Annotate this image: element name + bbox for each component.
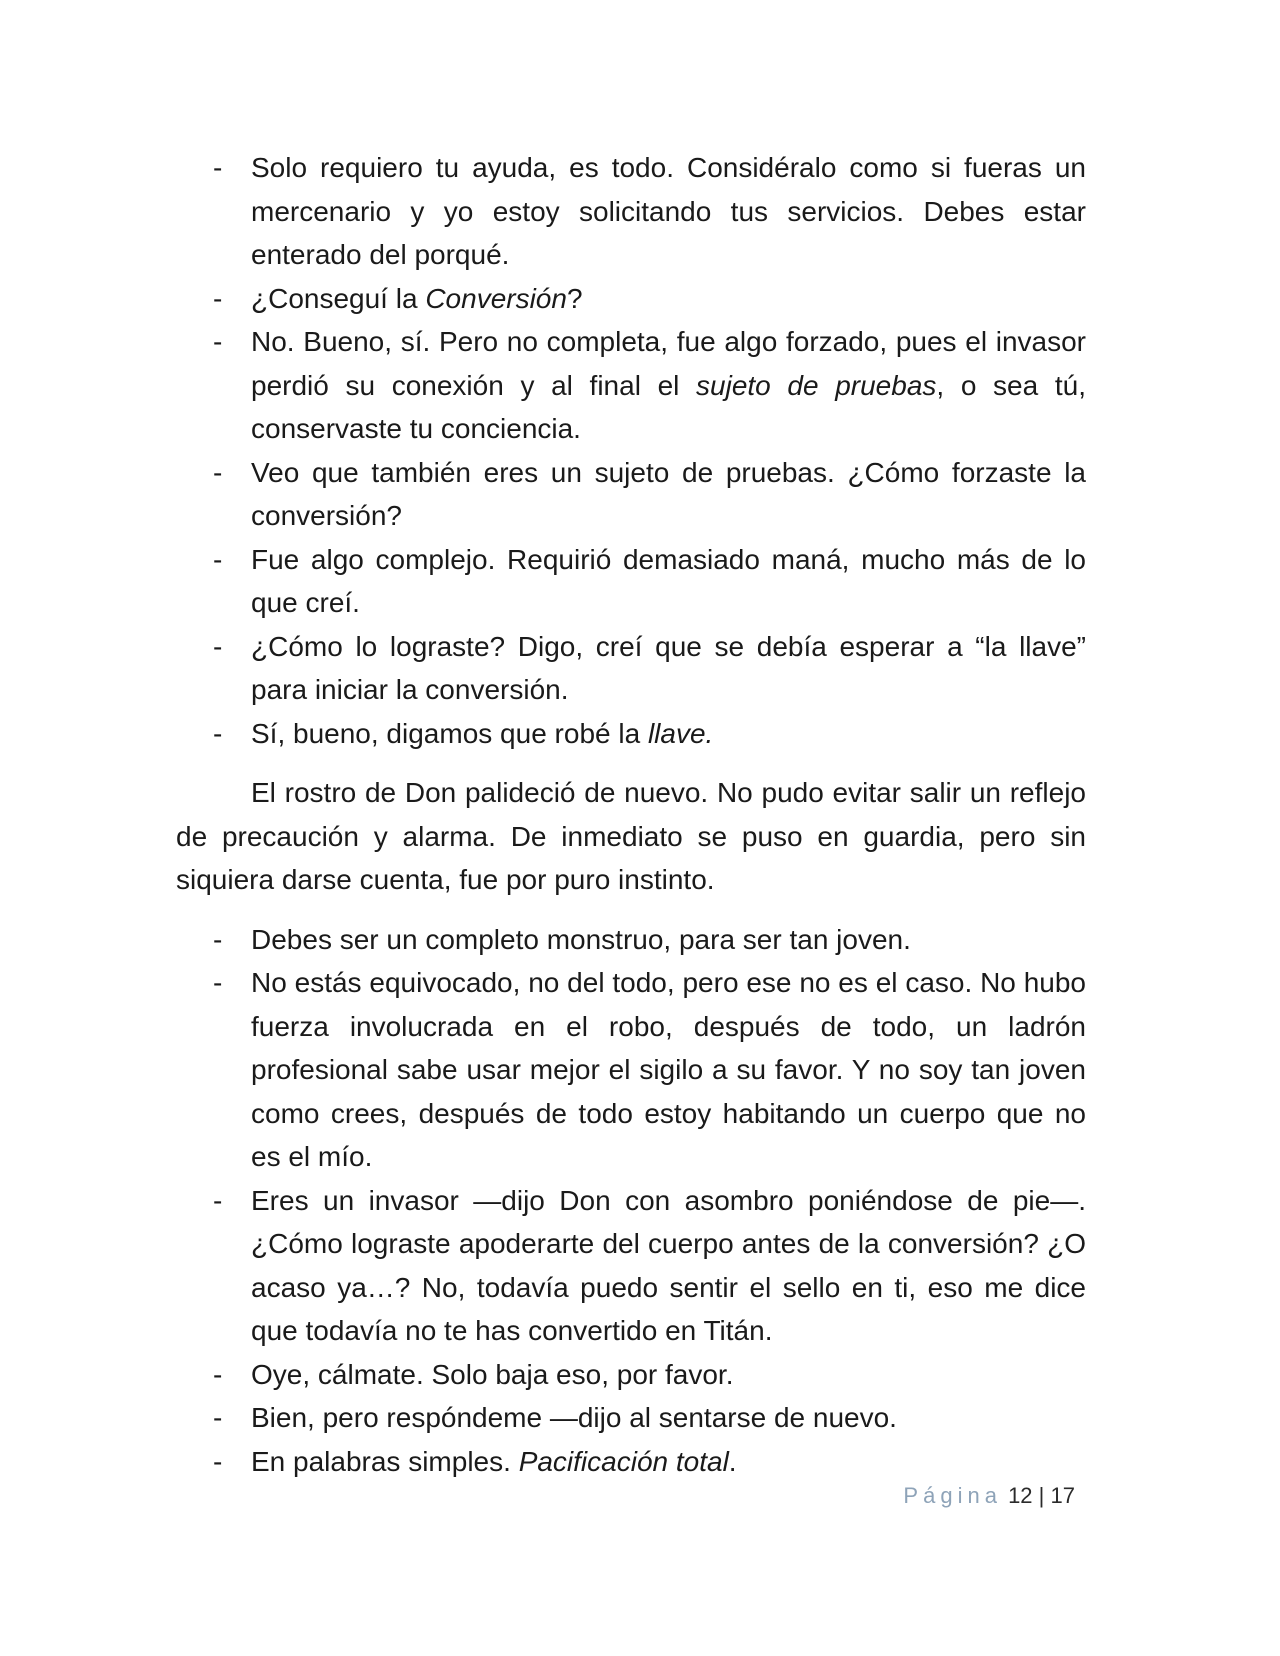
dialogue-line [176,451,1086,538]
dialogue-text: Sí, bueno, digamos que robé la [251,717,648,749]
dialogue-dash: - [213,717,223,749]
dialogue-dash: - [213,326,223,357]
dialogue-line [176,277,1086,321]
dialogue-dash: - [213,1358,223,1390]
dialogue-line [176,712,1086,756]
dialogue-dash: - [213,152,223,183]
italic-text: Pacificación total [518,1445,729,1477]
dialogue-text: Bien, pero respóndeme —dijo al sentarse de nuevo. [251,1402,897,1433]
page-footer [0,1483,1075,1509]
narration-paragraph: El rostro de Don palideció de nuevo. No pudo evitar salir un reflejo de precaución y alarma. De inmediato se puso en guardia, pero sin siquiera darse cuenta, fue por puro instinto. [176,777,1086,895]
dialogue-line [176,1353,1086,1397]
dialogue-text: Oye, cálmate. Solo baja eso, por favor. [251,1358,734,1390]
dialogue-line [176,538,1086,625]
italic-text: llave. [647,717,714,749]
dialogue-text: , o sea tú, conservaste tu conciencia. [251,369,1086,444]
dialogue-text: En palabras simples. [251,1445,519,1477]
italic-text: sujeto de pruebas [696,369,937,401]
page-label: Página [903,1483,1002,1508]
dialogue-line [176,918,1086,962]
dialogue-dash: - [213,1445,223,1477]
dialogue-line [176,320,1086,451]
dialogue-list [176,146,1086,755]
dialogue-text: . [728,1445,737,1477]
dialogue-line [176,961,1086,1179]
page-body [176,146,1086,1483]
dialogue-dash: - [213,456,223,488]
dialogue-dash: - [213,543,223,575]
dialogue-line [176,1396,1086,1440]
dialogue-line [176,1440,1086,1484]
dialogue-text: Solo requiero tu ayuda, es todo. Considéralo como si fueras un mercenario y yo estoy solicitando tus servicios. Debes estar enterado del porqué. [251,152,1086,270]
dialogue-line [176,1179,1086,1353]
dialogue-dash: - [213,967,223,998]
dialogue-dash: - [213,630,223,662]
dialogue-text: Veo que también eres un sujeto de pruebas. ¿Cómo forzaste la conversión? [251,456,1086,531]
dialogue-text: Debes ser un completo monstruo, para ser tan joven. [251,923,911,955]
dialogue-list [176,918,1086,1484]
dialogue-text: Eres un invasor —dijo Don con asombro poniéndose de pie—. ¿Cómo lograste apoderarte del cuerpo antes de la conversión? ¿O acaso ya…? No, todavía puedo sentir el sello en ti, eso me dice que todavía no te has convertido en Titán. [251,1184,1086,1346]
dialogue-text: ¿Cómo lo lograste? Digo, creí que se debía esperar a “la llave” para iniciar la conversión. [251,630,1086,705]
dialogue-dash: - [213,1184,223,1216]
dialogue-line [176,625,1086,712]
page-total: 17 [1050,1483,1075,1508]
page-separator: | [1038,1483,1045,1508]
dialogue-dash: - [213,923,223,955]
dialogue-text: No. Bueno, sí. Pero no completa, fue algo forzado, pues el invasor perdió su conexión y al final el [251,326,1086,401]
dialogue-text: ¿Conseguí la [251,282,426,314]
dialogue-text: ? [566,282,583,314]
page-number: 12 [1008,1483,1033,1508]
dialogue-dash: - [213,282,223,314]
dialogue-line [176,146,1086,277]
dialogue-dash: - [213,1402,223,1433]
italic-text: Conversión [425,282,567,314]
dialogue-text: No estás equivocado, no del todo, pero ese no es el caso. No hubo fuerza involucrada en el robo, después de todo, un ladrón profesional sabe usar mejor el sigilo a su favor. Y no soy tan joven como crees, después de todo estoy habitando un cuerpo que no es el mío. [251,967,1086,1172]
dialogue-text: Fue algo complejo. Requirió demasiado maná, mucho más de lo que creí. [251,543,1086,618]
